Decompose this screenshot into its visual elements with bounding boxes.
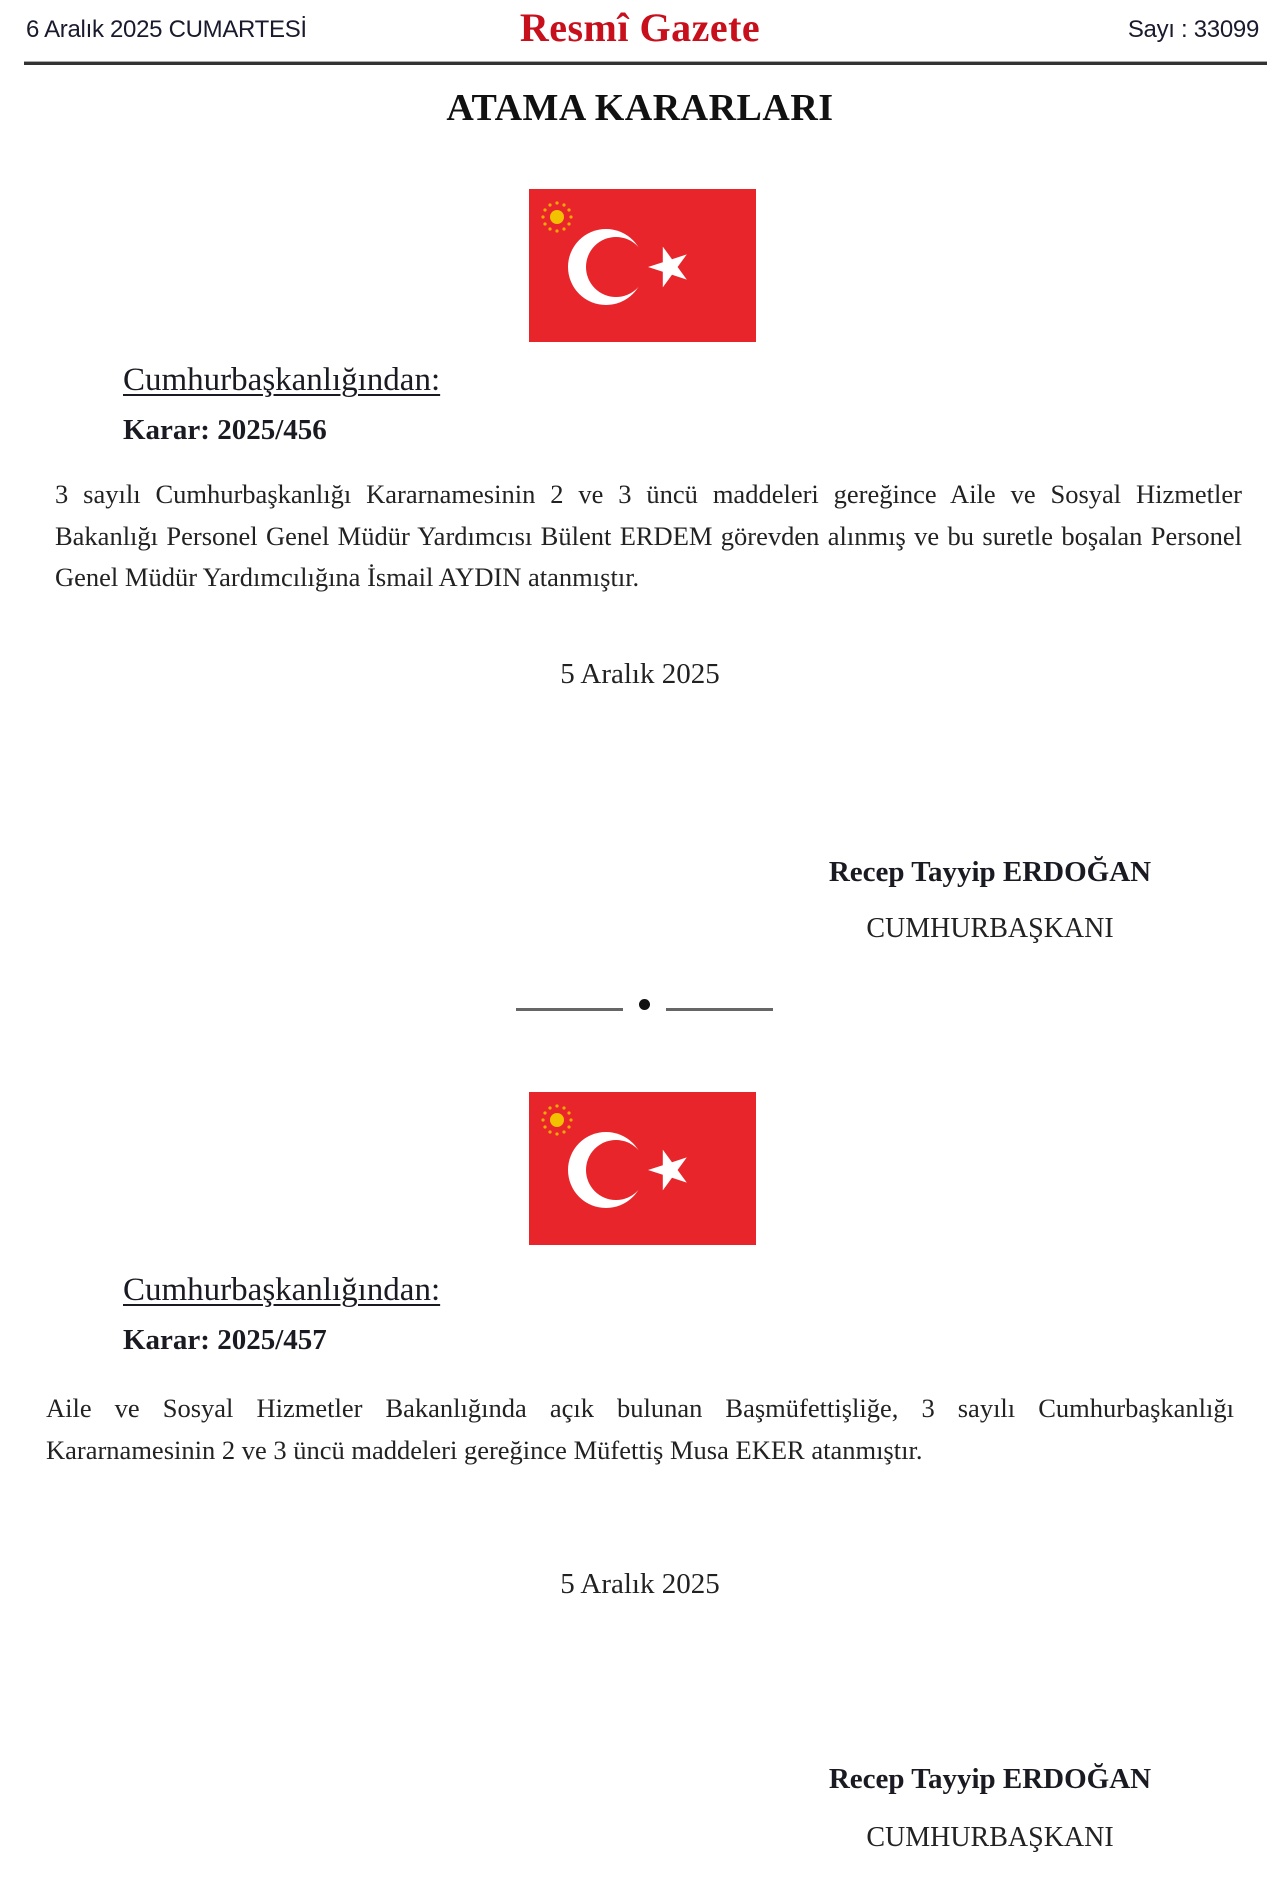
issue-number: Sayı : 33099 [1127,16,1259,43]
section-title: ATAMA KARARLARI [446,87,834,129]
decision-number: Karar: 2025/457 [123,1324,327,1356]
divider-line-left [516,1008,623,1011]
decision-number: Karar: 2025/456 [123,414,327,446]
issuer-heading: Cumhurbaşkanlığından: [123,362,441,398]
decision-date: 5 Aralık 2025 [560,658,720,690]
presidential-flag-icon [529,1092,756,1245]
signatory-name: Recep Tayyip ERDOĞAN [828,1763,1152,1795]
signatory-name: Recep Tayyip ERDOĞAN [828,856,1152,888]
presidential-flag-icon [529,189,756,342]
header-rule [24,61,1267,65]
signatory-title: CUMHURBAŞKANI [866,913,1114,944]
divider-dot-icon [639,999,650,1010]
decision-body: Aile ve Sosyal Hizmetler Bakanlığında açık bulunan Başmüfettişliğe, 3 sayılı Cumhurbaşkanlığı Kararnamesinin 2 ve 3 üncü maddeleri gereğince Müfettiş Musa EKER atanmıştır. [46,1393,1234,1465]
divider-line-right [666,1008,773,1011]
header-date: 6 Aralık 2025 CUMARTESİ [26,16,307,43]
signatory-title: CUMHURBAŞKANI [866,1822,1114,1853]
decision-body: 3 sayılı Cumhurbaşkanlığı Kararnamesinin 2 ve 3 üncü maddeleri gereğince Aile ve Sosyal Hizmetler Bakanlığı Personel Genel Müdür Yardımcısı Bülent ERDEM görevden alınmış ve bu suretle boşalan Personel Genel Müdür Yardımcılığına İsmail AYDIN atanmıştır. [55,479,1242,592]
decision-date: 5 Aralık 2025 [560,1568,720,1600]
issuer-heading: Cumhurbaşkanlığından: [123,1272,441,1308]
masthead-title: Resmî Gazete [519,5,761,50]
